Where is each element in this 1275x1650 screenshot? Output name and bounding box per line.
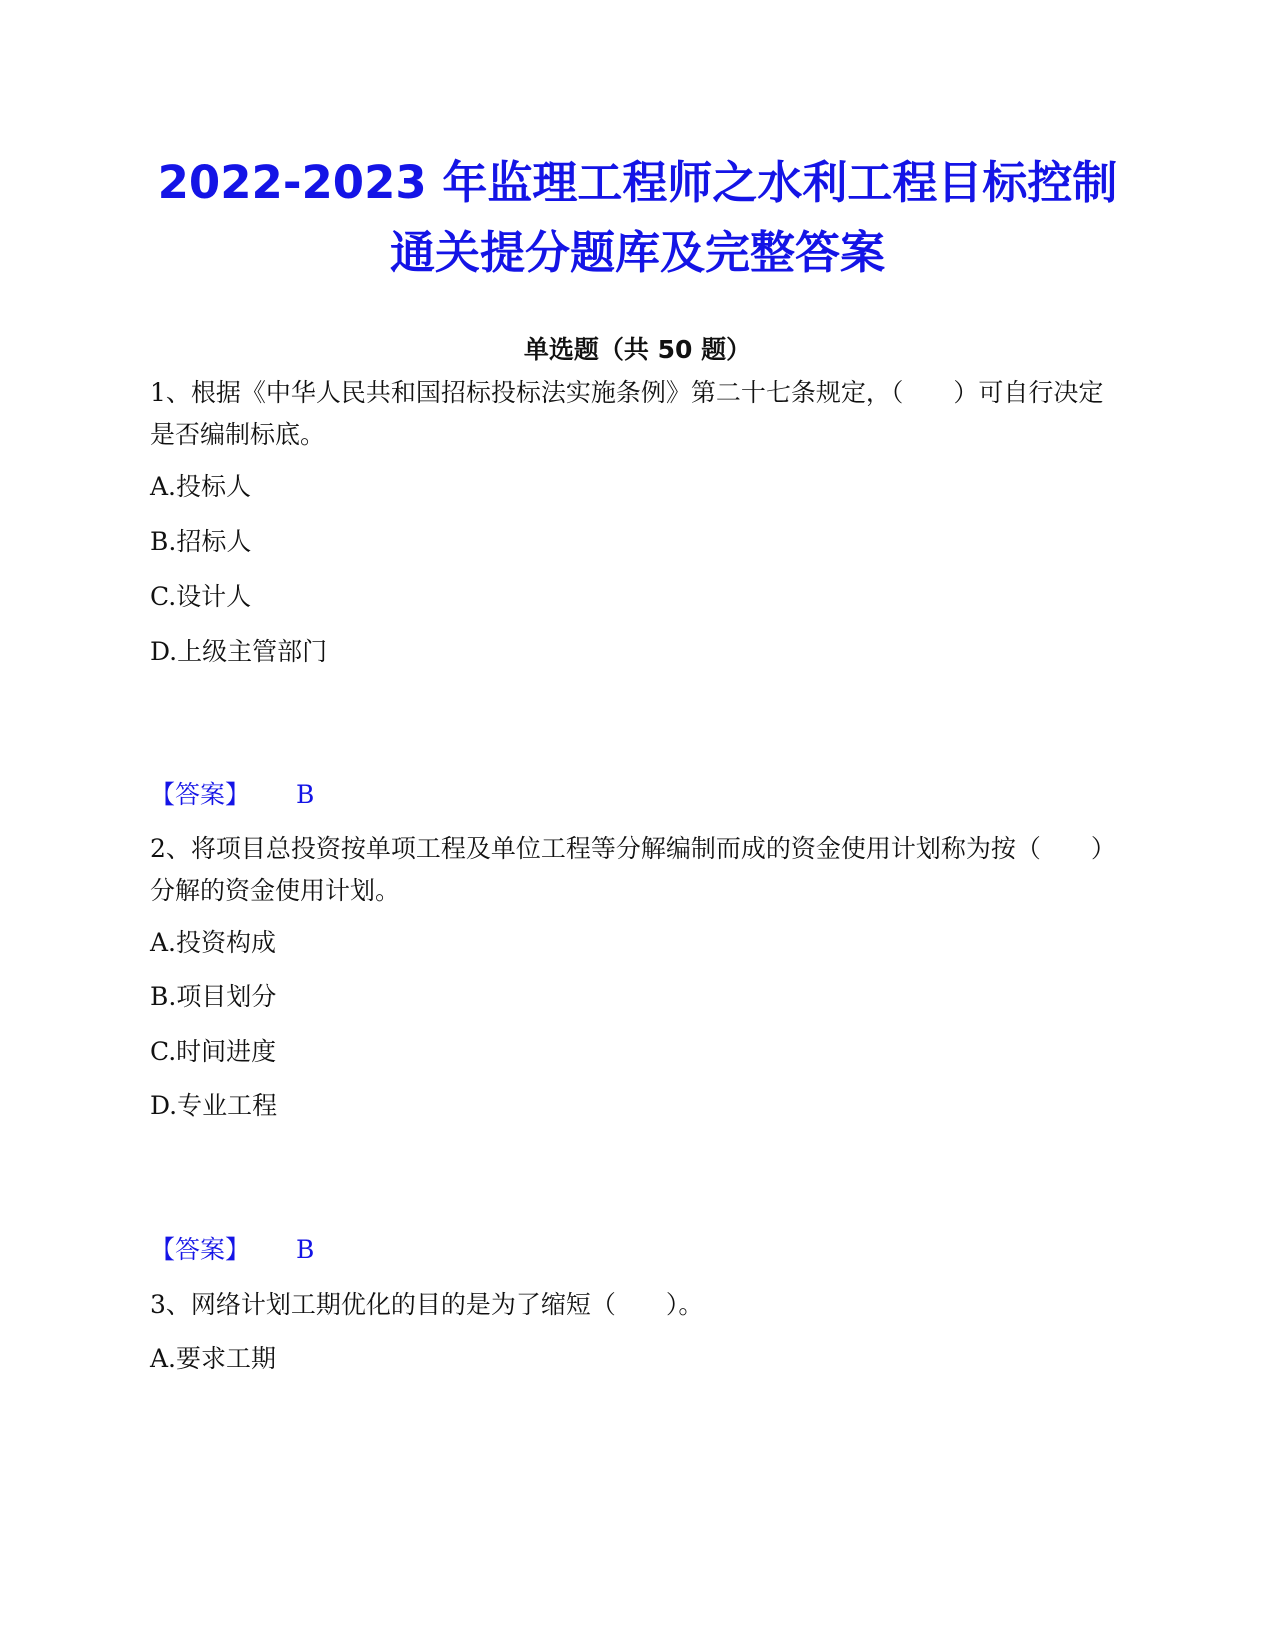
option-d: D.专业工程 bbox=[150, 1091, 278, 1120]
option-a: A.投资构成 bbox=[150, 928, 277, 957]
answer-line bbox=[150, 777, 314, 813]
answer-line bbox=[150, 1232, 314, 1268]
option-a: A.要求工期 bbox=[150, 1344, 277, 1373]
section-heading: 单选题（共 50 题） bbox=[523, 335, 752, 364]
option-d: D.上级主管部门 bbox=[150, 637, 328, 666]
page-title: 2022-2023 年监理工程师之水利工程目标控制通关提分题库及完整答案 bbox=[157, 156, 1118, 279]
question-stem: 1、根据《中华人民共和国招标投标法实施条例》第二十七条规定，（ ）可自行决定是否编制标底。 bbox=[150, 378, 1104, 449]
option-a: A.投标人 bbox=[150, 472, 252, 501]
option-c: C.时间进度 bbox=[150, 1037, 277, 1066]
option-c: C.设计人 bbox=[150, 582, 252, 611]
answer-label: 【答案】 bbox=[150, 780, 251, 809]
question-stem: 2、将项目总投资按单项工程及单位工程等分解编制而成的资金使用计划称为按（ ）分解的资金使用计划。 bbox=[150, 834, 1104, 905]
answer-label: 【答案】 bbox=[150, 1235, 251, 1264]
question-stem: 3、网络计划工期优化的目的是为了缩短（ ）。 bbox=[150, 1290, 704, 1319]
answer-value: B bbox=[296, 780, 315, 809]
option-b: B.项目划分 bbox=[150, 982, 277, 1011]
answer-value: B bbox=[296, 1235, 315, 1264]
option-b: B.招标人 bbox=[150, 527, 252, 556]
